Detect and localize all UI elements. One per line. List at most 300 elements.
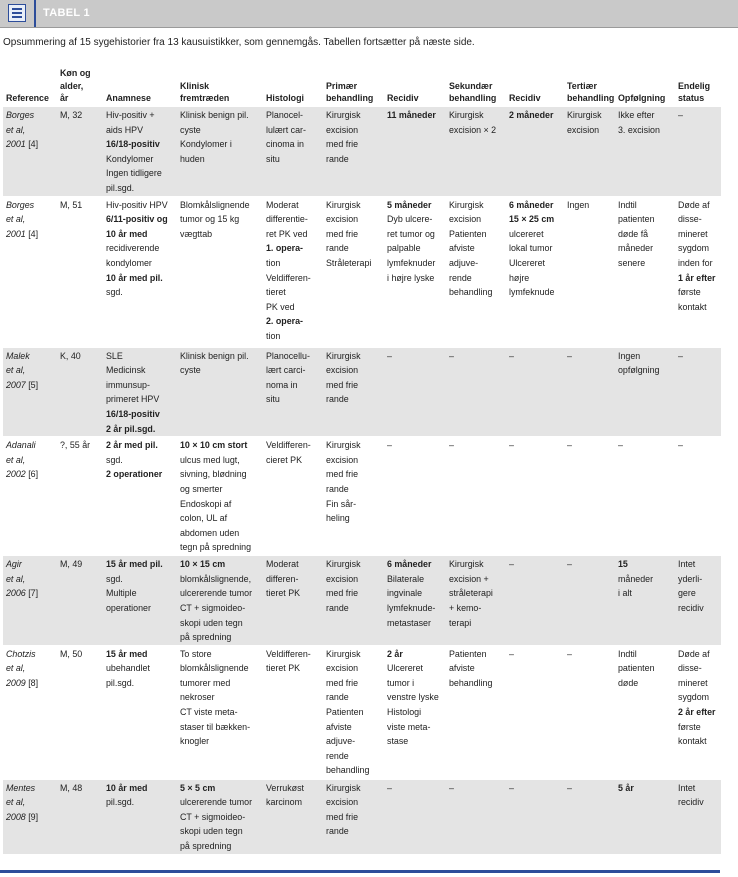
cell-line: excision	[449, 214, 482, 225]
table-cell	[103, 347, 177, 437]
table-cell	[446, 556, 506, 646]
cell-line: excision	[326, 365, 359, 376]
cell-line: rende	[326, 750, 349, 761]
cell-line: 10 × 15 cm	[180, 559, 226, 570]
column-header	[323, 62, 384, 107]
cell-line: med frie	[326, 228, 359, 239]
table-cell	[57, 437, 103, 556]
table-cell	[177, 556, 263, 646]
column-header-text: Køn og	[60, 68, 91, 79]
table-cell	[177, 779, 263, 853]
cell-line: 2002 [6]	[6, 469, 39, 480]
cell-line: med frie	[326, 469, 359, 480]
cell-line: CT + sigmoideo-	[180, 811, 246, 822]
cell-line: aids HPV	[106, 124, 143, 135]
cell-line: Ingen	[618, 350, 641, 361]
table-cell	[263, 347, 323, 437]
cell-line: Patienten	[449, 648, 487, 659]
cell-line: et al,	[6, 663, 26, 674]
table-cell	[615, 556, 675, 646]
cell-line: staser til bækken-	[180, 721, 251, 732]
cell-line: primeret HPV	[106, 394, 160, 405]
table-cell	[384, 437, 446, 556]
cell-line: sgd.	[106, 573, 123, 584]
cell-line: abdomen uden	[180, 527, 240, 538]
cell-line: 5 × 5 cm	[180, 782, 216, 793]
cell-line: 10 år med pil.	[106, 272, 163, 283]
cell-line: Stråleterapi	[326, 257, 372, 268]
cell-line: sygdom	[678, 692, 710, 703]
cell-line: venstre lyske	[387, 692, 439, 703]
cell-line: Kirurgisk	[326, 782, 361, 793]
cell-line: med frie	[326, 588, 359, 599]
cell-line: nekroser	[180, 692, 215, 703]
cell-line: differentie-	[266, 214, 308, 225]
column-header	[384, 62, 446, 107]
cell-line: excision	[326, 663, 359, 674]
cell-line: højre	[509, 272, 530, 283]
cell-line: Moderat	[266, 559, 299, 570]
table-cell	[323, 556, 384, 646]
cell-line: –	[678, 350, 683, 361]
table-cell	[615, 196, 675, 347]
cell-line: tumor og 15 kg	[180, 214, 240, 225]
table-row	[3, 645, 721, 779]
cell-line: –	[567, 350, 572, 361]
cell-line: på spredning	[180, 632, 232, 643]
table-cell	[506, 196, 564, 347]
column-header-text: fremtræden	[180, 93, 230, 104]
cell-line: noma in	[266, 379, 298, 390]
cell-line: med frie	[326, 677, 359, 688]
cell-line: stase	[387, 736, 409, 747]
cell-line: 15 år med pil.	[106, 559, 163, 570]
cell-line: –	[678, 440, 683, 451]
table-row	[3, 196, 721, 347]
cell-line: karcinom	[266, 797, 303, 808]
cell-line: Ulcereret	[387, 663, 424, 674]
table-cell	[323, 347, 384, 437]
table-cell	[506, 645, 564, 779]
table-icon	[8, 4, 26, 22]
cell-line: excision	[326, 797, 359, 808]
table-cell	[177, 196, 263, 347]
cell-line: ulcererende tumor	[180, 797, 253, 808]
cell-line: Patienten	[326, 707, 364, 718]
column-header-text: Recidiv	[509, 93, 541, 104]
column-header	[57, 62, 103, 107]
cell-line: stråleterapi	[449, 588, 493, 599]
table-cell	[446, 437, 506, 556]
table-cell	[103, 107, 177, 197]
cell-line: –	[509, 440, 514, 451]
cell-line: vægttab	[180, 228, 213, 239]
cell-line: senere	[618, 257, 646, 268]
cell-line: Kirurgisk	[326, 559, 361, 570]
cell-line: 6 måneder	[387, 559, 432, 570]
table-row	[3, 779, 721, 853]
table-cell	[263, 556, 323, 646]
cell-line: 15	[618, 559, 628, 570]
column-header-text: behandling	[449, 93, 497, 104]
cell-line: sygdom	[678, 243, 710, 254]
table-cell	[675, 347, 721, 437]
cell-line: Veldifferen-	[266, 440, 311, 451]
cell-line: excision	[326, 573, 359, 584]
cell-line: et al,	[6, 124, 26, 135]
table-cell	[506, 437, 564, 556]
reference-cell	[3, 779, 57, 853]
cell-line: Kirurgisk	[567, 110, 602, 120]
cell-line: Fin sår-	[326, 498, 357, 509]
column-header	[615, 62, 675, 107]
table-cell	[615, 645, 675, 779]
table-cell	[615, 437, 675, 556]
table-cell	[384, 556, 446, 646]
cell-line: M, 48	[60, 782, 83, 793]
table-cell	[384, 196, 446, 347]
header-divider	[34, 0, 36, 27]
table-cell	[57, 196, 103, 347]
cell-line: pil.sgd.	[106, 677, 135, 688]
cell-line: Indtil	[618, 648, 637, 659]
column-header-text: Primær	[326, 80, 358, 91]
table-cell	[177, 107, 263, 197]
cell-line: lymfeknude	[509, 287, 555, 298]
cell-line: Medicinsk	[106, 365, 146, 376]
table-caption: Opsummering af 15 sygehistorier fra 13 kausuistikker, som gennemgås. Tabellen fortsætter på næste side.	[3, 37, 475, 48]
cell-line: Agir	[6, 559, 22, 570]
cell-line: –	[387, 350, 392, 361]
table-cell	[446, 196, 506, 347]
table-cell	[57, 779, 103, 853]
cell-line: Dyb ulcere-	[387, 214, 433, 225]
cell-line: Kirurgisk	[326, 110, 361, 120]
column-header	[3, 62, 57, 107]
cell-line: situ	[266, 153, 280, 164]
table-cell	[57, 556, 103, 646]
table-row	[3, 347, 721, 437]
table-cell	[57, 347, 103, 437]
table-cell	[615, 779, 675, 853]
table-cell	[446, 779, 506, 853]
cell-line: Ikke efter	[618, 110, 655, 120]
cell-line: Adanali	[6, 440, 36, 451]
cell-line: første	[678, 721, 701, 732]
cell-line: 2 år pil.sgd.	[106, 423, 156, 434]
cell-line: med frie	[326, 811, 359, 822]
cell-line: 2008 [9]	[6, 811, 39, 822]
cell-line: Ingen tidligere	[106, 168, 162, 179]
cell-line: 10 år med	[106, 228, 148, 239]
cell-line: PK ved	[266, 301, 295, 312]
cell-line: ubehandlet	[106, 663, 150, 674]
cell-line: sgd.	[106, 454, 123, 465]
cell-line: 2 år med pil.	[106, 440, 158, 451]
column-header-text: Reference	[6, 93, 49, 104]
cell-line: Kirurgisk	[326, 648, 361, 659]
cell-line: operationer	[106, 602, 151, 613]
cell-line: tieret PK	[266, 663, 301, 674]
table-label: TABEL 1	[43, 7, 90, 19]
cell-line: recidiv	[678, 797, 704, 808]
cell-line: 1 år efter	[678, 272, 716, 283]
table-cell	[564, 196, 615, 347]
table-cell	[675, 645, 721, 779]
cell-line: behandling	[449, 677, 493, 688]
column-header-text: Recidiv	[387, 93, 419, 104]
table-cell	[384, 779, 446, 853]
cell-line: K, 40	[60, 350, 81, 361]
cell-line: tieret PK	[266, 588, 301, 599]
cell-line: skopi uden tegn	[180, 617, 243, 628]
cell-line: recidiverende	[106, 243, 160, 254]
column-header-text: Histologi	[266, 93, 304, 104]
table-cell	[446, 347, 506, 437]
cell-line: differen-	[266, 573, 299, 584]
cell-line: Malek	[6, 350, 30, 361]
cell-line: patienten	[618, 214, 655, 225]
cell-line: recidiv	[678, 602, 704, 613]
cell-line: viste meta-	[387, 721, 431, 732]
cell-line: excision +	[449, 573, 489, 584]
column-header	[446, 62, 506, 107]
cell-line: rande	[326, 483, 349, 494]
table-cell	[263, 645, 323, 779]
cell-line: i højre lyske	[387, 272, 435, 283]
cell-line: 2007 [5]	[6, 379, 39, 390]
cell-line: rande	[326, 826, 349, 837]
cell-line: –	[567, 782, 572, 793]
table-cell	[384, 645, 446, 779]
column-header-text: Klinisk	[180, 80, 210, 91]
cell-line: –	[509, 350, 514, 361]
cell-line: 2 år efter	[678, 707, 716, 718]
cell-line: ret PK ved	[266, 228, 308, 239]
cell-line: ulcererende tumor	[180, 588, 253, 599]
cell-line: Bilaterale	[387, 573, 424, 584]
cell-line: Borges	[6, 110, 35, 120]
cell-line: behandling	[326, 765, 370, 776]
cell-line: cyste	[180, 124, 201, 135]
table-cell	[446, 107, 506, 197]
cell-line: 2 måneder	[509, 110, 554, 120]
table-cell	[675, 556, 721, 646]
table-cell	[323, 437, 384, 556]
table-cell	[564, 437, 615, 556]
cell-line: Histologi	[387, 707, 422, 718]
cell-line: ret tumor og	[387, 228, 435, 239]
reference-cell	[3, 645, 57, 779]
cell-line: Kondylomer i	[180, 139, 232, 150]
cell-line: immunsup-	[106, 379, 150, 390]
table-row	[3, 437, 721, 556]
table-cell	[103, 556, 177, 646]
cell-line: Blomkålslignende	[180, 199, 250, 210]
table-header-bar	[0, 0, 738, 28]
cell-line: adjuve-	[449, 257, 479, 268]
table-cell	[675, 779, 721, 853]
cell-line: rende	[449, 272, 472, 283]
column-header-text: år	[60, 93, 69, 104]
cell-line: sgd.	[106, 287, 123, 298]
table-cell	[57, 107, 103, 197]
table-cell	[103, 196, 177, 347]
cell-line: Indtil	[618, 199, 637, 210]
table-cell	[323, 196, 384, 347]
cell-line: kondylomer	[106, 257, 152, 268]
cell-line: rande	[326, 153, 349, 164]
cell-line: + kemo-	[449, 602, 482, 613]
cell-line: –	[509, 559, 514, 570]
table-cell	[263, 779, 323, 853]
cell-line: Kirurgisk	[326, 440, 361, 451]
cell-line: –	[449, 782, 454, 793]
cell-line: Intet	[678, 559, 696, 570]
cell-line: tegn på spredning	[180, 542, 252, 553]
cell-line: excision	[326, 124, 359, 135]
cell-line: excision	[326, 454, 359, 465]
cell-line: mineret	[678, 677, 708, 688]
case-table	[3, 62, 721, 854]
cell-line: ingvinale	[387, 588, 423, 599]
reference-cell	[3, 556, 57, 646]
table-cell	[103, 645, 177, 779]
cell-line: inden for	[678, 257, 713, 268]
cell-line: 2001 [4]	[6, 139, 39, 150]
table-cell	[564, 645, 615, 779]
cell-line: 2001 [4]	[6, 228, 39, 239]
cell-line: et al,	[6, 214, 26, 225]
cell-line: 2 operationer	[106, 469, 163, 480]
table-cell	[263, 437, 323, 556]
cell-line: excision	[567, 124, 600, 135]
cell-line: afviste	[449, 663, 475, 674]
cell-line: tumor i	[387, 677, 415, 688]
cell-line: Veldifferen-	[266, 272, 311, 283]
cell-line: første	[678, 287, 701, 298]
table-body	[3, 107, 721, 854]
cell-line: rande	[326, 602, 349, 613]
cell-line: adjuve-	[326, 736, 356, 747]
table-cell	[263, 196, 323, 347]
cell-line: 11 måneder	[387, 110, 436, 120]
table-cell	[57, 645, 103, 779]
cell-line: et al,	[6, 573, 26, 584]
cell-line: rande	[326, 394, 349, 405]
cell-line: –	[387, 782, 392, 793]
table-cell	[384, 107, 446, 197]
column-header	[506, 62, 564, 107]
cell-line: lært carci-	[266, 365, 306, 376]
cell-line: Borges	[6, 199, 35, 210]
cell-line: Endoskopi af	[180, 498, 232, 509]
cell-line: døde få	[618, 228, 649, 239]
cell-line: 15 år med	[106, 648, 148, 659]
cell-line: kontakt	[678, 301, 707, 312]
cell-line: Kirurgisk	[449, 199, 484, 210]
cell-line: og smerter	[180, 483, 223, 494]
cell-line: lymfeknuder	[387, 257, 436, 268]
table-cell	[177, 347, 263, 437]
table-cell	[177, 645, 263, 779]
reference-cell	[3, 347, 57, 437]
table-cell	[564, 347, 615, 437]
cell-line: i alt	[618, 588, 632, 599]
cell-line: et al,	[6, 797, 26, 808]
cell-line: terapi	[449, 617, 472, 628]
cell-line: mineret	[678, 228, 708, 239]
cell-line: disse-	[678, 214, 702, 225]
cell-line: afviste	[449, 243, 475, 254]
table-cell	[675, 107, 721, 197]
cell-line: 2006 [7]	[6, 588, 39, 599]
cell-line: tieret	[266, 287, 286, 298]
column-header-text: Opfølgning	[618, 93, 666, 104]
cell-line: cieret PK	[266, 454, 303, 465]
cell-line: M, 49	[60, 559, 83, 570]
reference-cell	[3, 107, 57, 197]
cell-line: 10 × 10 cm stort	[180, 440, 248, 451]
cell-line: metastaser	[387, 617, 431, 628]
cell-line: tion	[266, 330, 281, 341]
cell-line: Kirurgisk	[449, 110, 484, 120]
cell-line: colon, UL af	[180, 513, 228, 524]
cell-line: Mentes	[6, 782, 36, 793]
cell-line: Kirurgisk	[326, 199, 361, 210]
table-cell	[506, 107, 564, 197]
cell-line: 10 år med	[106, 782, 148, 793]
column-header-text: Endelig	[678, 80, 711, 91]
cell-line: –	[509, 648, 514, 659]
cell-line: 2. opera-	[266, 316, 303, 327]
cell-line: Kirurgisk	[449, 559, 484, 570]
column-header-text: Tertiær	[567, 80, 597, 91]
cell-line: patienten	[618, 663, 655, 674]
cell-line: M, 51	[60, 199, 83, 210]
cell-line: rande	[326, 243, 349, 254]
cell-line: rande	[326, 692, 349, 703]
cell-line: lulært car-	[266, 124, 306, 135]
cell-line: Hiv-positiv +	[106, 110, 155, 120]
cell-line: –	[387, 440, 392, 451]
cell-line: Moderat	[266, 199, 299, 210]
cell-line: Klinisk benign pil.	[180, 350, 249, 361]
cell-line: 15 × 25 cm	[509, 214, 555, 225]
column-header-text: Anamnese	[106, 93, 151, 104]
cell-line: tumorer med	[180, 677, 231, 688]
cell-line: skopi uden tegn	[180, 826, 243, 837]
table-cell	[506, 779, 564, 853]
cell-line: et al,	[6, 454, 26, 465]
table-cell	[384, 347, 446, 437]
column-header-text: behandling	[326, 93, 374, 104]
cell-line: Ulcereret	[509, 257, 546, 268]
cell-line: cinoma in	[266, 139, 304, 150]
bottom-rule	[0, 870, 720, 873]
cell-line: Ingen	[567, 199, 590, 210]
cell-line: afviste	[326, 721, 352, 732]
column-header	[263, 62, 323, 107]
column-header	[564, 62, 615, 107]
table-cell	[675, 196, 721, 347]
table-cell	[506, 556, 564, 646]
table-cell	[446, 645, 506, 779]
cell-line: cyste	[180, 365, 201, 376]
cell-line: et al,	[6, 365, 26, 376]
cell-line: behandling	[449, 287, 493, 298]
column-header-text: behandling	[567, 93, 615, 104]
